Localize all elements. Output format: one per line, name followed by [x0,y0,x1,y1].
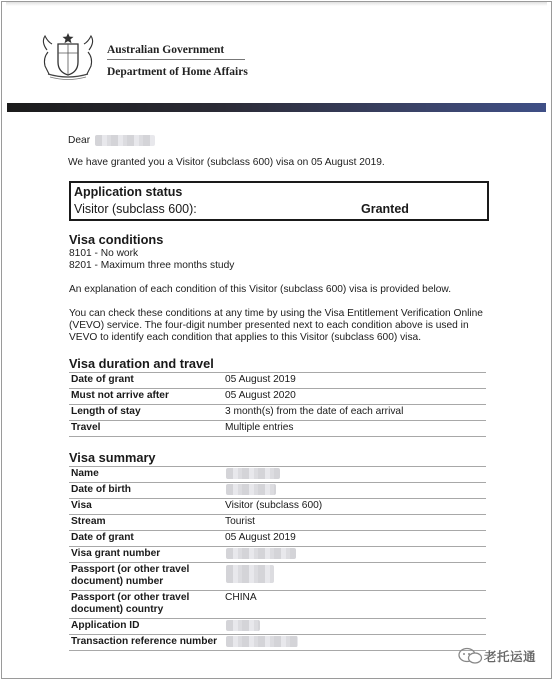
table-row [69,619,486,635]
row-label: Must not arrive after [71,390,169,401]
watermark-text: 老托运通 [484,650,537,664]
redacted-value [226,636,298,647]
table-row [69,515,486,531]
status-visa-type: Visitor (subclass 600): [74,202,197,216]
coat-of-arms-icon [38,30,98,82]
vevo-paragraph-line: You can check these conditions at any time by using the Visa Entitlement Verification Online [69,308,483,319]
table-row [69,405,486,421]
table-row [69,563,486,591]
row-value: 05 August 2019 [225,374,296,385]
row-value: 3 month(s) from the date of each arrival [225,406,404,417]
table-row [69,421,486,437]
table-row [69,373,486,389]
redacted-value [226,620,260,631]
header-banner [7,103,546,112]
row-label: Passport (or other travel document) country [71,592,190,615]
row-label: Length of stay [71,406,141,417]
table-row [69,635,486,651]
table-row [69,483,486,499]
table-row [69,389,486,405]
condition-item: 8101 - No work [69,248,139,259]
summary-heading: Visa summary [69,450,156,465]
table-row-top-rule [69,453,486,467]
department-name: Department of Home Affairs [107,66,248,78]
government-name: Australian Government [107,44,225,56]
row-value: CHINA [225,592,257,603]
redacted-name [95,135,155,146]
row-label: Passport (or other travel document) number [71,564,190,587]
duration-heading: Visa duration and travel [69,356,214,371]
row-label: Stream [71,516,106,527]
greeting: Dear [68,135,91,146]
row-label: Travel [71,422,101,433]
row-value: 05 August 2020 [225,390,296,401]
status-badge: Granted [361,202,409,216]
table-row [69,591,486,619]
row-label: Date of grant [71,374,134,385]
redacted-value [226,565,274,583]
row-label: Date of grant [71,532,134,543]
table-row [69,499,486,515]
vevo-paragraph-line: (VEVO) service. The four-digit number presented next to each condition above is used in [69,320,469,331]
vevo-paragraph-line: VEVO to identify each condition that applies to this Visitor (subclass 600) visa. [69,332,422,343]
header-divider [107,59,245,60]
redacted-value [226,468,280,479]
row-value: Visitor (subclass 600) [225,500,323,511]
status-title: Application status [74,185,183,199]
row-value: Multiple entries [225,422,294,433]
table-row [69,547,486,563]
row-value: Tourist [225,516,256,527]
table-row [69,467,486,483]
row-label: Date of birth [71,484,131,495]
condition-item: 8201 - Maximum three months study [69,260,235,271]
row-label: Application ID [71,620,140,631]
table-row-top-rule [69,359,486,373]
table-row [69,531,486,547]
visa-grant-letter [1,1,552,679]
conditions-explanation: An explanation of each condition of this Visitor (subclass 600) visa is provided below. [69,284,452,295]
row-label: Transaction reference number [71,636,218,647]
grant-intro: We have granted you a Visitor (subclass 600) visa on 05 August 2019. [68,157,385,168]
row-value: 05 August 2019 [225,532,296,543]
redacted-value [226,548,296,559]
conditions-heading: Visa conditions [69,232,164,247]
row-label: Visa [71,500,92,511]
application-status-box [69,181,489,221]
redacted-value [226,484,276,495]
row-label: Visa grant number [71,548,161,559]
row-label: Name [71,468,99,479]
